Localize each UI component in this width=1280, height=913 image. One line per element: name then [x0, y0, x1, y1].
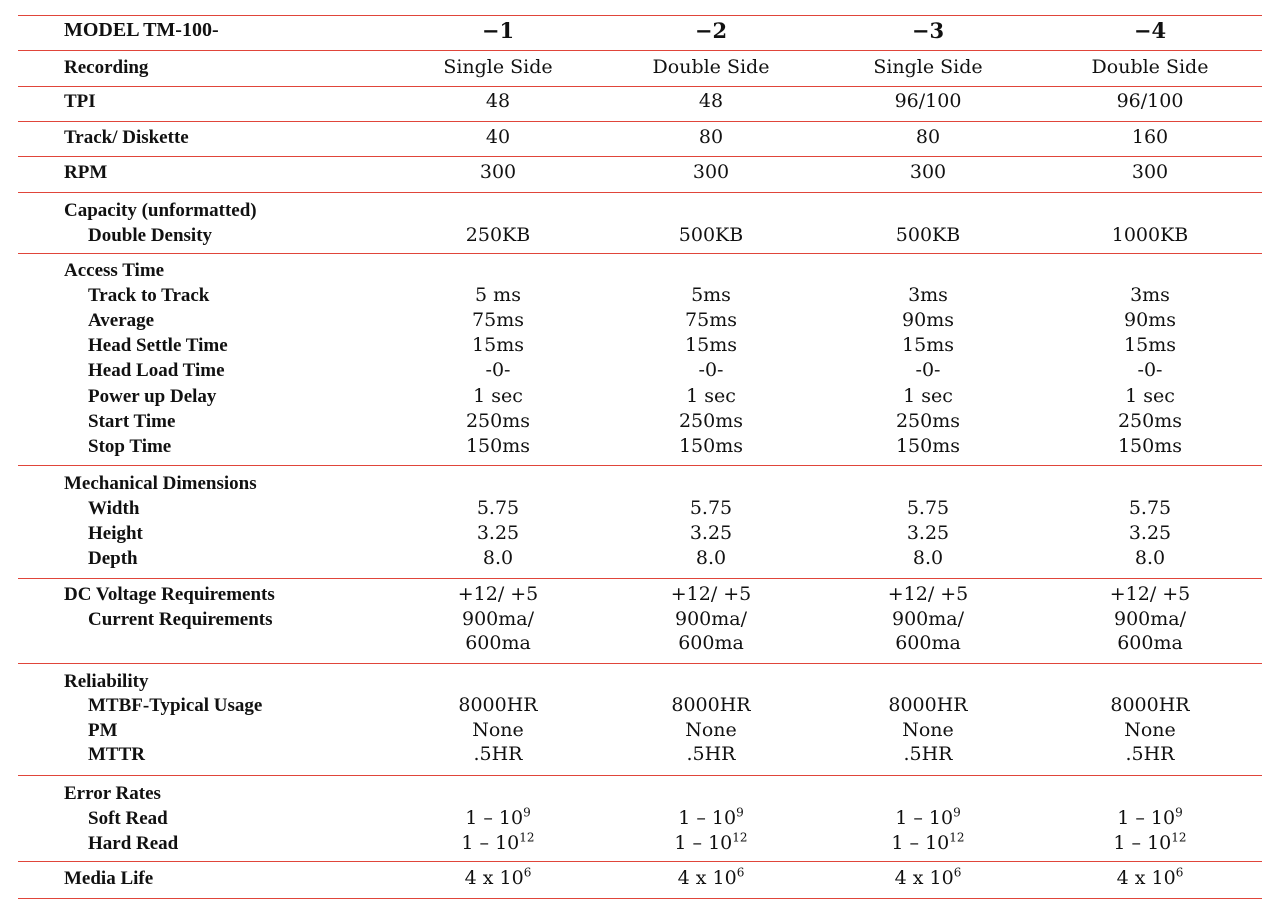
cell: 150ms: [678, 435, 744, 457]
section-heading: Mechanical Dimensions: [64, 473, 257, 494]
section-heading-row: [0, 471, 1280, 496]
cell: $1 - 10^9$: [465, 805, 531, 829]
cell: 8.0: [482, 547, 514, 569]
cell: 600ma: [1117, 632, 1183, 654]
cell: $1 - 10^{12}$: [1113, 830, 1187, 854]
cell: 48: [485, 90, 511, 112]
cell: 900ma/: [674, 608, 747, 630]
cell: 160: [1131, 126, 1169, 148]
cell: 15ms: [1124, 334, 1176, 356]
cell: +12/ +5: [1109, 583, 1191, 605]
cell: .5HR: [903, 743, 953, 765]
cell: 900ma/: [1113, 608, 1186, 630]
cell: 80: [915, 126, 941, 148]
cell: 5.75: [906, 497, 950, 519]
cell: 600ma: [678, 632, 744, 654]
table-row: [0, 521, 1280, 546]
table-row: [0, 384, 1280, 409]
cell: 3.25: [906, 522, 950, 544]
cell: +12/ +5: [457, 583, 539, 605]
table-row: [0, 160, 1280, 185]
cell: 250ms: [678, 410, 744, 432]
table-row: [0, 582, 1280, 607]
cell: 48: [698, 90, 724, 112]
cell: 3.25: [1128, 522, 1172, 544]
cell: 40: [485, 126, 511, 148]
cell: $1 - 10^{12}$: [891, 830, 965, 854]
table-row: [0, 742, 1280, 767]
cell: +12/ +5: [670, 583, 752, 605]
cell: None: [1124, 719, 1176, 741]
table-row: [0, 358, 1280, 383]
cell: 15ms: [902, 334, 954, 356]
table-row: [0, 718, 1280, 743]
row-label: Height: [88, 523, 143, 544]
table-row: [0, 308, 1280, 333]
row-label: Hard Read: [88, 833, 179, 854]
cell: None: [472, 719, 524, 741]
cell: 300: [479, 161, 517, 183]
table-rule: [18, 156, 1262, 157]
section-heading: Capacity (unformatted): [64, 200, 257, 221]
row-label: PM: [88, 720, 118, 741]
cell: -0-: [915, 359, 941, 381]
cell: 5 ms: [475, 284, 521, 306]
section-heading-row: [0, 258, 1280, 283]
cell: 250KB: [465, 224, 531, 246]
section-heading: Access Time: [64, 260, 165, 281]
cell: .5HR: [686, 743, 736, 765]
cell: $1 - 10^{12}$: [674, 830, 748, 854]
cell: 300: [692, 161, 730, 183]
table-row: [0, 89, 1280, 114]
row-label: DC Voltage Requirements: [64, 584, 275, 605]
cell: 250ms: [1117, 410, 1183, 432]
table-rule: [18, 15, 1262, 16]
cell: 5ms: [691, 284, 731, 306]
cell: +12/ +5: [887, 583, 969, 605]
row-label: Current Requirements: [88, 609, 273, 630]
cell: 500KB: [678, 224, 744, 246]
column-header: −4: [1133, 18, 1167, 43]
cell: 150ms: [465, 435, 531, 457]
section-heading-row: [0, 781, 1280, 806]
cell: $1 - 10^9$: [678, 805, 744, 829]
cell: 96/100: [1116, 90, 1184, 112]
table-row: [0, 607, 1280, 632]
section-heading-row: [0, 198, 1280, 223]
cell: 8000HR: [888, 694, 968, 716]
table-rule: [18, 578, 1262, 579]
cell: 1 sec: [1125, 385, 1175, 407]
row-label: Width: [88, 498, 140, 519]
table-rule: [18, 898, 1262, 899]
table-row: [0, 831, 1280, 856]
table-row: [0, 434, 1280, 459]
cell: 500KB: [895, 224, 961, 246]
cell: 96/100: [894, 90, 962, 112]
table-rule: [18, 465, 1262, 466]
table-row: [0, 496, 1280, 521]
cell: 300: [1131, 161, 1169, 183]
table-rule: [18, 121, 1262, 122]
table-row: [0, 866, 1280, 891]
cell: $1 - 10^9$: [895, 805, 961, 829]
cell: 1 sec: [473, 385, 523, 407]
cell: 8.0: [1134, 547, 1166, 569]
table-row: [0, 223, 1280, 248]
table-row: [0, 125, 1280, 150]
row-label: Media Life: [64, 868, 154, 889]
cell: None: [685, 719, 737, 741]
row-label: Track to Track: [88, 285, 210, 306]
table-rule: [18, 192, 1262, 193]
cell: -0-: [698, 359, 724, 381]
header-row: [0, 18, 1280, 43]
cell: 250ms: [465, 410, 531, 432]
row-label: Depth: [88, 548, 138, 569]
cell: 8000HR: [458, 694, 538, 716]
table-rule: [18, 253, 1262, 254]
cell: 3.25: [689, 522, 733, 544]
cell: .5HR: [473, 743, 523, 765]
table-rule: [18, 50, 1262, 51]
row-label: Start Time: [88, 411, 176, 432]
cell: 8000HR: [671, 694, 751, 716]
row-label: MTBF-Typical Usage: [88, 695, 263, 716]
row-label: Head Load Time: [88, 360, 225, 381]
cell: 75ms: [472, 309, 524, 331]
cell: 4 x $10^6$: [464, 865, 532, 889]
cell: 150ms: [895, 435, 961, 457]
cell: 300: [909, 161, 947, 183]
row-label: Double Density: [88, 225, 213, 246]
cell: 150ms: [1117, 435, 1183, 457]
cell: 4 x $10^6$: [1116, 865, 1184, 889]
cell: 90ms: [902, 309, 954, 331]
cell: 3ms: [1130, 284, 1170, 306]
cell: 900ma/: [891, 608, 964, 630]
table-row: [0, 333, 1280, 358]
model-label: MODEL TM-100-: [64, 19, 219, 41]
row-label: Average: [88, 310, 155, 331]
row-label: Power up Delay: [88, 386, 217, 407]
cell: 75ms: [685, 309, 737, 331]
row-label: RPM: [64, 162, 108, 183]
table-row: [0, 409, 1280, 434]
cell: $1 - 10^{12}$: [461, 830, 535, 854]
cell: 1 sec: [686, 385, 736, 407]
cell: 3.25: [476, 522, 520, 544]
cell: 600ma: [895, 632, 961, 654]
cell: 15ms: [472, 334, 524, 356]
table-row: [0, 55, 1280, 80]
row-label: TPI: [64, 91, 96, 112]
cell: -0-: [485, 359, 511, 381]
cell: 5.75: [689, 497, 733, 519]
cell: 4 x $10^6$: [677, 865, 745, 889]
cell: 250ms: [895, 410, 961, 432]
cell: Double Side: [1091, 56, 1209, 78]
cell: 5.75: [1128, 497, 1172, 519]
column-header: −3: [911, 18, 945, 43]
table-rule: [18, 861, 1262, 862]
row-label: Recording: [64, 57, 149, 78]
cell: Single Side: [873, 56, 983, 78]
cell: 80: [698, 126, 724, 148]
column-header: −1: [481, 18, 515, 43]
cell: 3ms: [908, 284, 948, 306]
table-row: [0, 546, 1280, 571]
cell: None: [902, 719, 954, 741]
cell: 1 sec: [903, 385, 953, 407]
row-label: Track/ Diskette: [64, 127, 189, 148]
cell: 1000KB: [1111, 224, 1189, 246]
table-row: [0, 631, 1280, 656]
cell: 15ms: [685, 334, 737, 356]
cell: 900ma/: [461, 608, 534, 630]
table-row: [0, 806, 1280, 831]
cell: 8.0: [695, 547, 727, 569]
cell: -0-: [1137, 359, 1163, 381]
cell: 4 x $10^6$: [894, 865, 962, 889]
row-label: Stop Time: [88, 436, 172, 457]
section-heading-row: [0, 669, 1280, 694]
row-label: MTTR: [88, 744, 145, 765]
row-label: Soft Read: [88, 808, 168, 829]
table-rule: [18, 86, 1262, 87]
table-row: [0, 283, 1280, 308]
cell: .5HR: [1125, 743, 1175, 765]
table-rule: [18, 663, 1262, 664]
cell: 5.75: [476, 497, 520, 519]
cell: Single Side: [443, 56, 553, 78]
table-rule: [18, 775, 1262, 776]
cell: $1 - 10^9$: [1117, 805, 1183, 829]
section-heading: Error Rates: [64, 783, 161, 804]
section-heading: Reliability: [64, 671, 149, 692]
cell: 8000HR: [1110, 694, 1190, 716]
cell: 600ma: [465, 632, 531, 654]
row-label: Head Settle Time: [88, 335, 228, 356]
table-row: [0, 693, 1280, 718]
cell: 8.0: [912, 547, 944, 569]
column-header: −2: [694, 18, 728, 43]
cell: Double Side: [652, 56, 770, 78]
cell: 90ms: [1124, 309, 1176, 331]
